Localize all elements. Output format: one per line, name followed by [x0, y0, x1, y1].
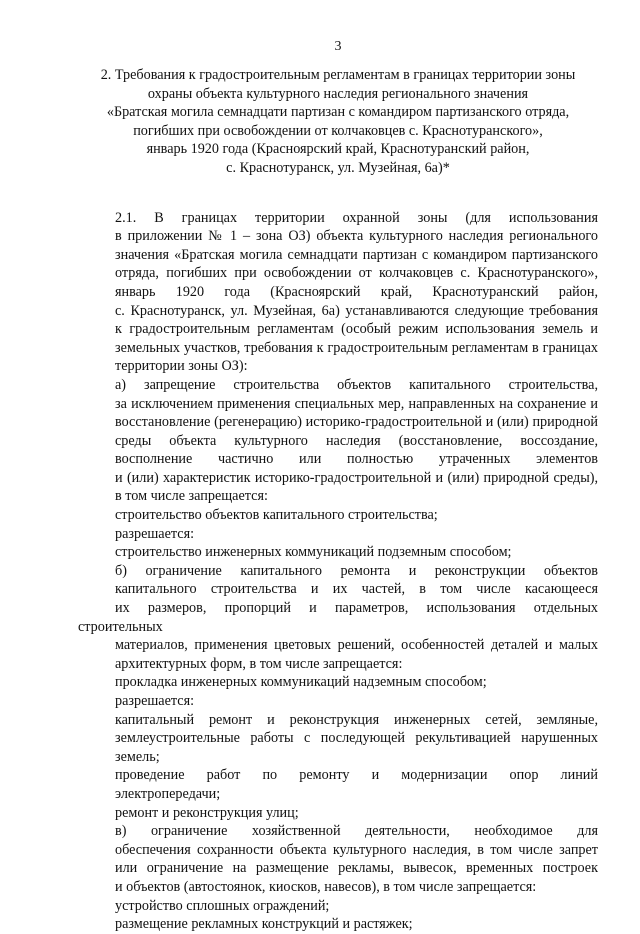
heading-line: 2. Требования к градостроительным регламентам в границах территории зоны — [100, 67, 576, 83]
text-line: январь 1920 года (Красноярский край, Краснотуранский район, — [115, 283, 598, 300]
text-line: восполнение частично или полностью утраченных элементов — [115, 451, 598, 468]
paragraph-a-item: строительство инженерных коммуникаций подземным способом; — [115, 544, 512, 561]
heading-line: охраны объекта культурного наследия регионального значения — [147, 85, 529, 102]
heading-line: январь 1920 года (Красноярский край, Краснотуранский район, — [146, 141, 530, 158]
text-line: архитектурных форм, в том числе запрещается: — [115, 655, 403, 672]
paragraph-b-item — [78, 711, 598, 767]
section-heading — [78, 66, 598, 178]
text-line: значения «Братская могила семнадцати партизан с командиром партизанского — [115, 246, 598, 263]
text-line: в) ограничение хозяйственной деятельности, необходимое для — [115, 823, 598, 840]
text-line: в том числе запрещается: — [115, 488, 268, 505]
paragraph-v — [78, 822, 598, 896]
page-number: 3 — [334, 39, 342, 54]
heading-line: с. Краснотуранск, ул. Музейная, 6а)* — [226, 159, 450, 176]
paragraph-b-item: ремонт и реконструкция улиц; — [115, 804, 299, 821]
paragraph-v-item: размещение рекламных конструкций и растяжек; — [115, 916, 413, 933]
paragraph-b-item — [78, 766, 598, 803]
text-line: или ограничение на размещение рекламы, вывесок, временных построек — [115, 860, 598, 877]
text-line: за исключением применения специальных мер, направленных на сохранение и — [115, 395, 598, 412]
text-line: земель; — [115, 748, 160, 765]
text-line: земельных участков, требования к градостроительным регламентам в границах — [115, 339, 598, 356]
text-line: с. Краснотуранск, ул. Музейная, 6а) устанавливаются следующие требования — [115, 302, 598, 319]
paragraph-a — [78, 376, 598, 506]
text-line: капитальный ремонт и реконструкция инженерных сетей, земляные, — [115, 711, 598, 728]
document-body — [78, 209, 598, 934]
text-line: б) ограничение капитального ремонта и реконструкции объектов — [115, 562, 598, 579]
text-line: и объектов (автостоянок, киосков, навесов), в том числе запрещается: — [115, 878, 537, 895]
text-line: в приложении № 1 – зона ОЗ) объекта культурного наследия регионального — [115, 228, 598, 245]
paragraph-2-1 — [78, 209, 598, 376]
text-line: отряда, погибших при освобождении от колчаковцев с. Краснотуранского», — [115, 265, 598, 282]
heading-line: «Братская могила семнадцати партизан с командиром партизанского отряда, — [106, 104, 570, 121]
text-line: восстановление (регенерацию) историко-градостроительной и (или) природной — [115, 414, 598, 431]
paragraph-a-item: строительство объектов капитального строительства; — [115, 507, 438, 524]
paragraph-b-item: прокладка инженерных коммуникаций надземным способом; — [115, 674, 487, 691]
text-line: а) запрещение строительства объектов капитального строительства, — [115, 376, 598, 393]
paragraph-b — [78, 562, 598, 674]
paragraph-b-item: разрешается: — [115, 693, 195, 709]
paragraph-a-item: разрешается: — [115, 525, 195, 542]
text-line: землеустроительные работы с последующей рекультивацией нарушенных — [115, 730, 598, 747]
heading-line: погибших при освобождении от колчаковцев с. Краснотуранского», — [133, 122, 543, 139]
text-line: обеспечения сохранности объекта культурного наследия, в том числе запрет — [115, 841, 598, 858]
paragraph-v-item: устройство сплошных ограждений; — [115, 897, 330, 914]
text-line: территории зоны ОЗ): — [115, 358, 248, 375]
text-line: 2.1. В границах территории охранной зоны (для использования — [115, 209, 598, 226]
text-line: проведение работ по ремонту и модернизации опор линий — [115, 767, 598, 784]
text-line: электропередачи; — [115, 785, 221, 802]
text-line: среды объекта культурного наследия (восстановление, воссоздание, — [115, 432, 598, 449]
text-line: и (или) характеристик историко-градостроительной и (или) природной среды), — [115, 469, 598, 486]
text-line: капитального строительства и их частей, в том числе касающееся — [115, 581, 598, 598]
text-line: к градостроительным регламентам (особый режим использования земель и — [115, 321, 598, 338]
text-line: материалов, применения цветовых решений, особенностей деталей и малых — [115, 637, 598, 654]
text-line: их размеров, пропорций и параметров, использования отдельных строительных — [78, 600, 598, 635]
